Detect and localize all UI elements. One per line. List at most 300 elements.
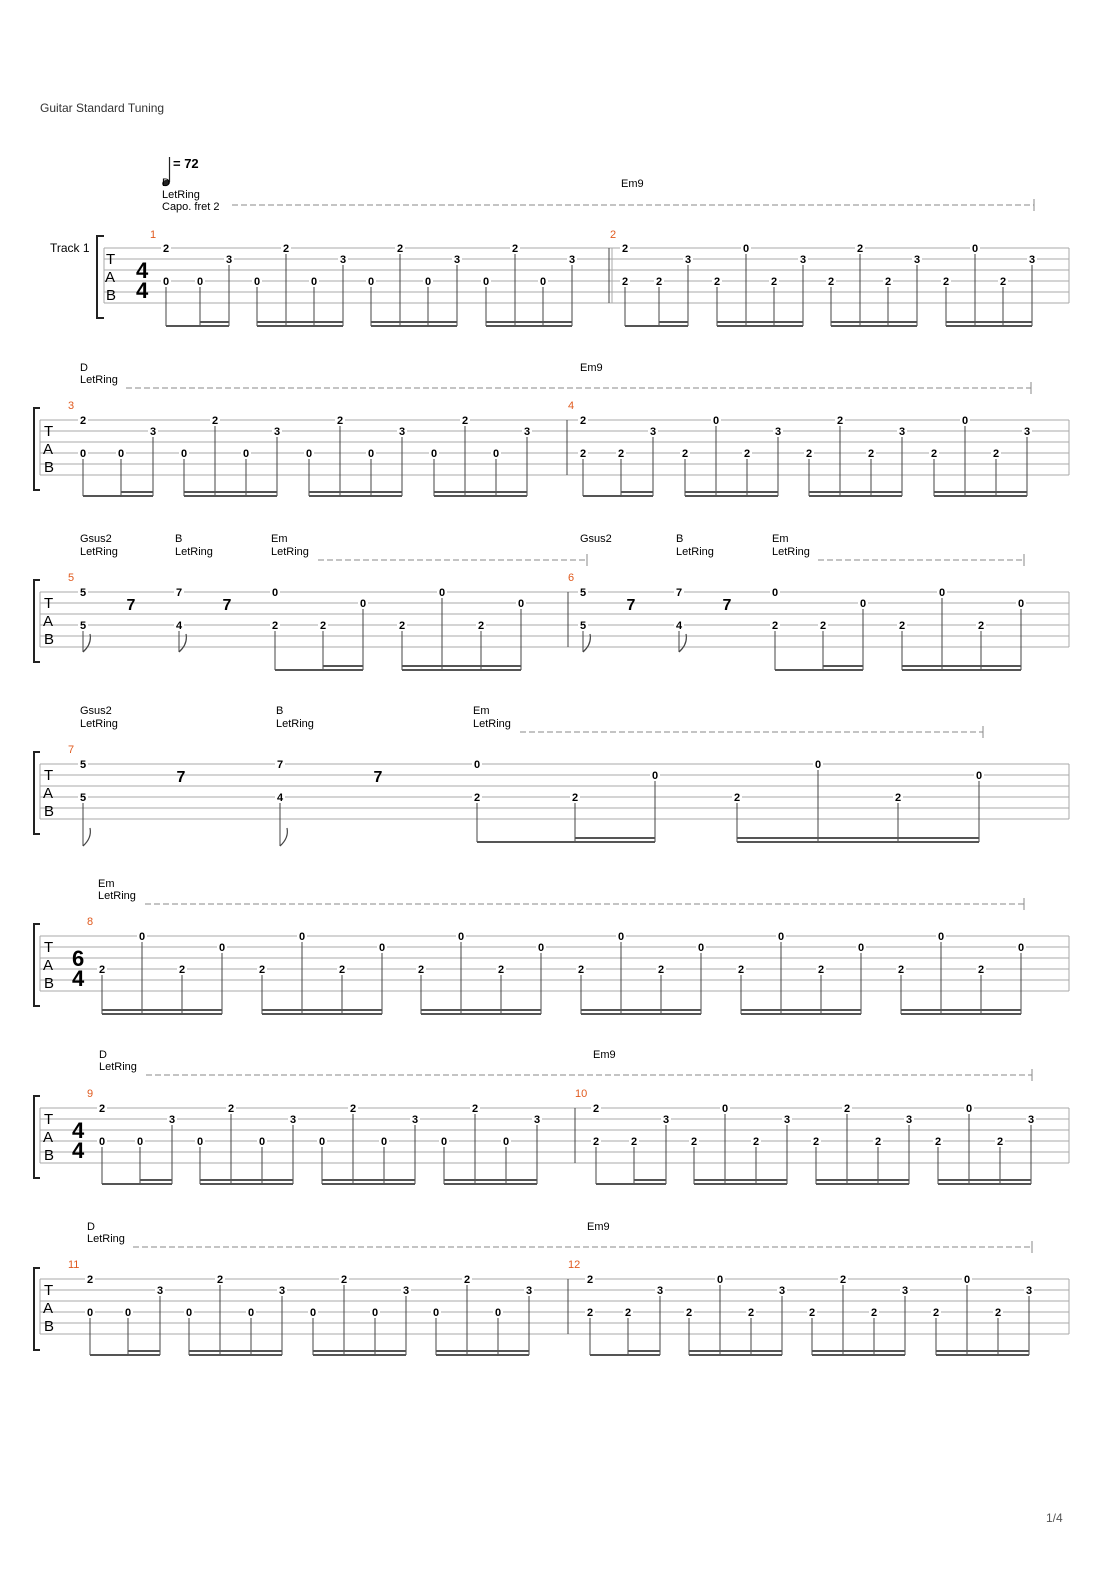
chord-name: Em <box>473 705 490 717</box>
eighth-rest-icon: 7 <box>222 597 232 614</box>
tab-notes <box>78 414 1032 496</box>
fret-number: 0 <box>180 448 188 460</box>
fret-number: 3 <box>225 254 233 266</box>
time-signature-bottom: 4 <box>72 1138 85 1163</box>
note-flag <box>679 634 686 652</box>
staff-lines <box>104 248 1069 303</box>
fret-number: 0 <box>697 942 705 954</box>
fret-number: 2 <box>752 1136 760 1148</box>
staff-bracket <box>34 1096 40 1178</box>
fret-number: 3 <box>523 426 531 438</box>
tempo-value: = 72 <box>173 156 199 171</box>
measure-number: 8 <box>87 916 94 928</box>
fret-number: 3 <box>783 1114 791 1126</box>
staff-lines <box>40 1279 1069 1334</box>
fret-number: 3 <box>273 426 281 438</box>
note-flag <box>583 634 590 652</box>
chord-name: Em <box>772 533 789 545</box>
fret-number: 0 <box>196 1136 204 1148</box>
fret-number: 2 <box>897 964 905 976</box>
fret-number: 2 <box>630 1136 638 1148</box>
fret-number: 2 <box>338 964 346 976</box>
tab-notes <box>97 930 1026 1014</box>
fret-number: 3 <box>901 1285 909 1297</box>
fret-number: 2 <box>497 964 505 976</box>
fret-number: 2 <box>932 1307 940 1319</box>
fret-number: 5 <box>79 759 87 771</box>
measure-number: 4 <box>568 400 575 412</box>
fret-number: 3 <box>649 426 657 438</box>
staff-bracket <box>97 236 104 318</box>
chord-name: D <box>87 1221 95 1233</box>
tab-notes <box>85 1273 1034 1355</box>
tab-letter: B <box>44 975 55 992</box>
fret-number: 2 <box>258 964 266 976</box>
fret-number: 0 <box>963 1274 971 1286</box>
chord-name: B <box>276 705 284 717</box>
fret-number: 2 <box>884 276 892 288</box>
tab-letter: A <box>43 1129 54 1146</box>
fret-number: 3 <box>278 1285 286 1297</box>
fret-number: 0 <box>371 1307 379 1319</box>
let-ring-label: LetRing <box>80 718 118 730</box>
fret-number: 2 <box>271 620 279 632</box>
tab-letter: B <box>44 803 55 820</box>
fret-number: 2 <box>621 276 629 288</box>
measure-number: 5 <box>68 572 75 584</box>
fret-number: 0 <box>965 1103 973 1115</box>
fret-number: 5 <box>79 587 87 599</box>
fret-number: 0 <box>975 770 983 782</box>
fret-number: 0 <box>438 587 446 599</box>
fret-number: 3 <box>774 426 782 438</box>
fret-number: 2 <box>934 1136 942 1148</box>
tab-letter: T <box>106 251 116 268</box>
fret-number: 3 <box>149 426 157 438</box>
tuning-label: Guitar Standard Tuning <box>40 101 165 115</box>
fret-number: 0 <box>253 276 261 288</box>
fret-number: 0 <box>124 1307 132 1319</box>
fret-number: 3 <box>656 1285 664 1297</box>
fret-number: 0 <box>86 1307 94 1319</box>
system-5 <box>34 878 1069 1014</box>
fret-number: 3 <box>1025 1285 1033 1297</box>
tab-letter: T <box>44 1282 54 1299</box>
fret-number: 2 <box>874 1136 882 1148</box>
tab-letter: T <box>44 1111 54 1128</box>
let-ring-label: LetRing <box>276 718 314 730</box>
fret-number: 3 <box>684 254 692 266</box>
fret-number: 2 <box>690 1136 698 1148</box>
staff-lines <box>40 936 1069 991</box>
fret-number: 0 <box>771 587 779 599</box>
fret-number: 2 <box>417 964 425 976</box>
fret-number: 0 <box>378 942 386 954</box>
tab-letter: B <box>106 287 117 304</box>
fret-number: 4 <box>675 620 683 632</box>
fret-number: 2 <box>737 964 745 976</box>
tab-notes <box>78 758 984 846</box>
fret-number: 0 <box>309 1307 317 1319</box>
fret-number: 5 <box>79 792 87 804</box>
fret-number: 2 <box>586 1307 594 1319</box>
fret-number: 2 <box>713 276 721 288</box>
fret-number: 0 <box>318 1136 326 1148</box>
measure-number: 11 <box>68 1259 80 1271</box>
fret-number: 3 <box>1023 426 1031 438</box>
time-signature-top: 4 <box>136 258 149 283</box>
fret-number: 0 <box>492 448 500 460</box>
fret-number: 2 <box>942 276 950 288</box>
staff-bracket <box>34 408 40 490</box>
measure-number: 6 <box>568 572 575 584</box>
let-ring-label: LetRing <box>80 374 118 386</box>
fret-number: 3 <box>1028 254 1036 266</box>
fret-number: 2 <box>461 415 469 427</box>
fret-number: 0 <box>271 587 279 599</box>
fret-number: 0 <box>430 448 438 460</box>
fret-number: 0 <box>473 759 481 771</box>
tab-letter: A <box>105 269 116 286</box>
fret-number: 0 <box>117 448 125 460</box>
fret-number: 4 <box>175 620 183 632</box>
fret-number: 0 <box>440 1136 448 1148</box>
eighth-rest-icon: 7 <box>626 597 636 614</box>
fret-number: 0 <box>1017 598 1025 610</box>
fret-number: 7 <box>675 587 683 599</box>
fret-number: 0 <box>961 415 969 427</box>
fret-number: 2 <box>808 1307 816 1319</box>
fret-number: 0 <box>196 276 204 288</box>
let-ring-label: LetRing <box>87 1233 125 1245</box>
note-flag <box>83 828 90 846</box>
fret-number: 0 <box>432 1307 440 1319</box>
chord-name: D <box>162 177 170 189</box>
let-ring-label: LetRing <box>473 718 511 730</box>
fret-number: 2 <box>805 448 813 460</box>
note-flag <box>179 634 186 652</box>
fret-number: 0 <box>424 276 432 288</box>
tab-notes <box>97 1102 1036 1184</box>
fret-number: 0 <box>138 931 146 943</box>
fret-number: 0 <box>857 942 865 954</box>
eighth-rest-icon: 7 <box>722 597 732 614</box>
fret-number: 0 <box>537 942 545 954</box>
let-ring-label: LetRing <box>99 1061 137 1073</box>
fret-number: 3 <box>156 1285 164 1297</box>
fret-number: 2 <box>617 448 625 460</box>
tab-letter: A <box>43 957 54 974</box>
staff-bracket <box>34 580 40 662</box>
fret-number: 5 <box>79 620 87 632</box>
staff-bracket <box>34 752 40 834</box>
let-ring-label: LetRing <box>162 189 200 201</box>
measure-number: 2 <box>610 229 617 241</box>
staff-lines <box>40 1108 1069 1163</box>
tab-letter: A <box>43 1300 54 1317</box>
fret-number: 2 <box>771 620 779 632</box>
chord-name: Em <box>271 533 288 545</box>
time-signature-top: 6 <box>72 946 85 971</box>
fret-number: 0 <box>539 276 547 288</box>
fret-number: 0 <box>494 1307 502 1319</box>
fret-number: 7 <box>276 759 284 771</box>
fret-number: 2 <box>579 448 587 460</box>
fret-number: 0 <box>359 598 367 610</box>
chord-name: Em9 <box>587 1221 610 1233</box>
let-ring-label: LetRing <box>271 546 309 558</box>
fret-number: 2 <box>178 964 186 976</box>
fret-number: 0 <box>136 1136 144 1148</box>
fret-number: 2 <box>743 448 751 460</box>
fret-number: 2 <box>592 1136 600 1148</box>
tab-letter: T <box>44 939 54 956</box>
fret-number: 0 <box>185 1307 193 1319</box>
tab-notes <box>161 242 1037 326</box>
fret-number: 2 <box>282 243 290 255</box>
measure-number: 9 <box>87 1088 94 1100</box>
staff-bracket <box>34 924 40 1006</box>
fret-number: 0 <box>482 276 490 288</box>
fret-number: 3 <box>398 426 406 438</box>
tab-letter: B <box>44 1147 55 1164</box>
fret-number: 0 <box>517 598 525 610</box>
fret-number: 3 <box>533 1114 541 1126</box>
note-flag <box>83 634 90 652</box>
staff-bracket <box>34 1268 40 1350</box>
measure-number: 12 <box>568 1259 581 1271</box>
tab-letter: A <box>43 613 54 630</box>
fret-number: 0 <box>777 931 785 943</box>
time-signature-bottom: 4 <box>136 278 149 303</box>
fret-number: 0 <box>938 587 946 599</box>
let-ring-label: LetRing <box>772 546 810 558</box>
eighth-rest-icon: 7 <box>176 769 186 786</box>
chord-name: D <box>99 1049 107 1061</box>
chord-name: Gsus2 <box>80 533 112 545</box>
chord-name: B <box>676 533 684 545</box>
note-flag <box>280 828 287 846</box>
fret-number: 3 <box>411 1114 419 1126</box>
fret-number: 0 <box>367 448 375 460</box>
fret-number: 0 <box>1017 942 1025 954</box>
fret-number: 2 <box>571 792 579 804</box>
fret-number: 3 <box>289 1114 297 1126</box>
capo-label: Capo. fret 2 <box>162 201 220 213</box>
fret-number: 2 <box>836 415 844 427</box>
staff-lines <box>40 764 1069 819</box>
tab-letter: B <box>44 1318 55 1335</box>
fret-number: 0 <box>937 931 945 943</box>
fret-number: 0 <box>310 276 318 288</box>
chord-name: Em <box>98 878 115 890</box>
fret-number: 3 <box>168 1114 176 1126</box>
fret-number: 2 <box>812 1136 820 1148</box>
fret-number: 2 <box>621 243 629 255</box>
system-4 <box>34 705 1069 846</box>
fret-number: 2 <box>396 243 404 255</box>
fret-number: 3 <box>799 254 807 266</box>
chord-name: B <box>175 533 183 545</box>
tab-letter: B <box>44 631 55 648</box>
chord-name: Em9 <box>621 178 644 190</box>
fret-number: 2 <box>577 964 585 976</box>
fret-number: 2 <box>592 1103 600 1115</box>
fret-number: 2 <box>398 620 406 632</box>
staff-lines <box>40 420 1069 475</box>
fret-number: 2 <box>336 415 344 427</box>
fret-number: 2 <box>681 448 689 460</box>
let-ring-label: LetRing <box>98 890 136 902</box>
fret-number: 2 <box>579 415 587 427</box>
system-3 <box>34 533 1069 670</box>
fret-number: 0 <box>218 942 226 954</box>
fret-number: 2 <box>839 1274 847 1286</box>
fret-number: 3 <box>905 1114 913 1126</box>
tab-letter: A <box>43 441 54 458</box>
fret-number: 0 <box>721 1103 729 1115</box>
fret-number: 0 <box>98 1136 106 1148</box>
fret-number: 2 <box>843 1103 851 1115</box>
fret-number: 2 <box>655 276 663 288</box>
tab-letter: A <box>43 785 54 802</box>
fret-number: 3 <box>913 254 921 266</box>
fret-number: 2 <box>999 276 1007 288</box>
fret-number: 0 <box>298 931 306 943</box>
fret-number: 0 <box>305 448 313 460</box>
system-7 <box>34 1221 1069 1355</box>
fret-number: 0 <box>716 1274 724 1286</box>
fret-number: 2 <box>994 1307 1002 1319</box>
fret-number: 2 <box>463 1274 471 1286</box>
system-1 <box>50 156 1069 326</box>
measure-number: 10 <box>575 1088 588 1100</box>
tab-letter: B <box>44 459 55 476</box>
fret-number: 2 <box>340 1274 348 1286</box>
fret-number: 2 <box>898 620 906 632</box>
fret-number: 2 <box>162 243 170 255</box>
time-signature-bottom: 4 <box>72 966 85 991</box>
page-number: 1/4 <box>1046 1511 1063 1525</box>
fret-number: 3 <box>898 426 906 438</box>
chord-name: Gsus2 <box>580 533 612 545</box>
fret-number: 2 <box>856 243 864 255</box>
staff-lines <box>40 592 1069 647</box>
fret-number: 0 <box>971 243 979 255</box>
track-name: Track 1 <box>50 241 90 255</box>
fret-number: 0 <box>380 1136 388 1148</box>
chord-name: Gsus2 <box>80 705 112 717</box>
system-6 <box>34 1049 1069 1184</box>
fret-number: 2 <box>624 1307 632 1319</box>
fret-number: 2 <box>586 1274 594 1286</box>
fret-number: 2 <box>817 964 825 976</box>
fret-number: 3 <box>568 254 576 266</box>
eighth-rest-icon: 7 <box>373 769 383 786</box>
tab-letter: T <box>44 767 54 784</box>
fret-number: 2 <box>349 1103 357 1115</box>
fret-number: 3 <box>453 254 461 266</box>
fret-number: 3 <box>525 1285 533 1297</box>
fret-number: 0 <box>162 276 170 288</box>
fret-number: 0 <box>742 243 750 255</box>
fret-number: 2 <box>819 620 827 632</box>
measure-number: 3 <box>68 400 75 412</box>
measure-number: 7 <box>68 744 75 756</box>
chord-name: Em9 <box>593 1049 616 1061</box>
fret-number: 0 <box>502 1136 510 1148</box>
fret-number: 0 <box>457 931 465 943</box>
fret-number: 0 <box>712 415 720 427</box>
fret-number: 2 <box>79 415 87 427</box>
fret-number: 2 <box>870 1307 878 1319</box>
fret-number: 2 <box>996 1136 1004 1148</box>
fret-number: 7 <box>175 587 183 599</box>
measure-number: 1 <box>150 229 157 241</box>
fret-number: 2 <box>511 243 519 255</box>
fret-number: 2 <box>477 620 485 632</box>
fret-number: 2 <box>770 276 778 288</box>
chord-name: Em9 <box>580 362 603 374</box>
time-signature-top: 4 <box>72 1118 85 1143</box>
fret-number: 0 <box>79 448 87 460</box>
fret-number: 4 <box>276 792 284 804</box>
tab-notes <box>78 586 1026 670</box>
fret-number: 2 <box>227 1103 235 1115</box>
fret-number: 0 <box>859 598 867 610</box>
fret-number: 5 <box>579 620 587 632</box>
fret-number: 2 <box>98 1103 106 1115</box>
fret-number: 2 <box>98 964 106 976</box>
fret-number: 2 <box>319 620 327 632</box>
fret-number: 2 <box>992 448 1000 460</box>
fret-number: 2 <box>685 1307 693 1319</box>
fret-number: 3 <box>662 1114 670 1126</box>
tab-letter: T <box>44 423 54 440</box>
fret-number: 2 <box>733 792 741 804</box>
fret-number: 2 <box>473 792 481 804</box>
fret-number: 2 <box>867 448 875 460</box>
system-2 <box>34 362 1069 496</box>
fret-number: 0 <box>258 1136 266 1148</box>
fret-number: 0 <box>367 276 375 288</box>
fret-number: 2 <box>471 1103 479 1115</box>
tab-letter: T <box>44 595 54 612</box>
let-ring-label: LetRing <box>175 546 213 558</box>
fret-number: 2 <box>747 1307 755 1319</box>
eighth-rest-icon: 7 <box>126 597 136 614</box>
fret-number: 0 <box>242 448 250 460</box>
fret-number: 3 <box>778 1285 786 1297</box>
fret-number: 0 <box>247 1307 255 1319</box>
let-ring-label: LetRing <box>676 546 714 558</box>
fret-number: 3 <box>402 1285 410 1297</box>
fret-number: 2 <box>86 1274 94 1286</box>
fret-number: 3 <box>1027 1114 1035 1126</box>
fret-number: 2 <box>930 448 938 460</box>
fret-number: 3 <box>339 254 347 266</box>
fret-number: 2 <box>657 964 665 976</box>
fret-number: 0 <box>814 759 822 771</box>
fret-number: 2 <box>216 1274 224 1286</box>
fret-number: 0 <box>617 931 625 943</box>
fret-number: 0 <box>651 770 659 782</box>
chord-name: D <box>80 362 88 374</box>
fret-number: 2 <box>894 792 902 804</box>
fret-number: 2 <box>211 415 219 427</box>
let-ring-label: LetRing <box>80 546 118 558</box>
fret-number: 2 <box>977 620 985 632</box>
